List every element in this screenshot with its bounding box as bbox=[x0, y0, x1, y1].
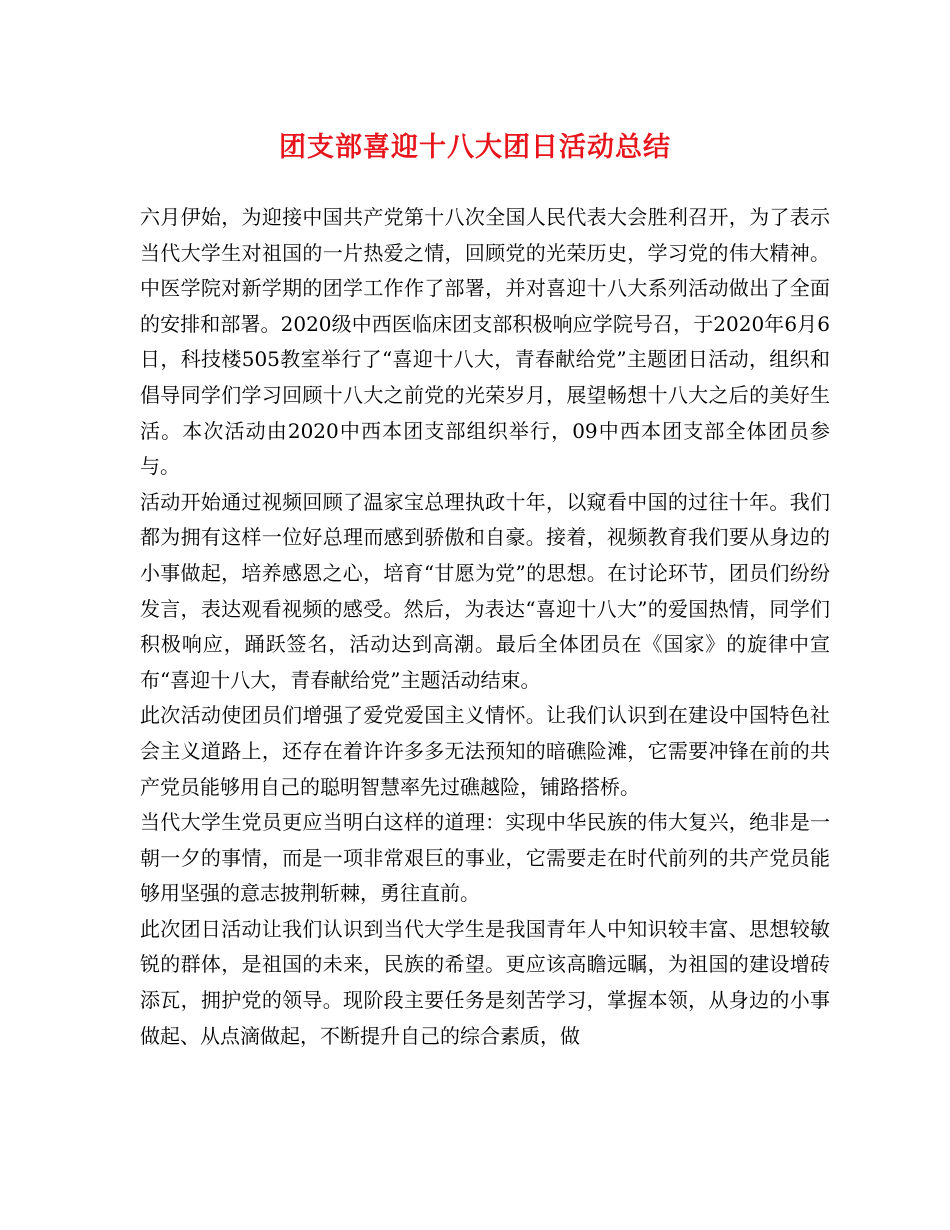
paragraph-1: 六月伊始，为迎接中国共产党第十八次全国人民代表大会胜利召开，为了表示当代大学生对祖国的一片热爱之情，回顾党的光荣历史，学习党的伟大精神。中医学院对新学期的团学工作作了部署，并对喜迎十八大系列活动做出了全面的安排和部署。2020级中西医临床团支部积极响应学院号召，于2020年6月6日，科技楼505教室举行了“喜迎十八大，青春献给党”主题团日活动，组织和倡导同学们学习回顾十八大之前党的光荣岁月，展望畅想十八大之后的美好生活。本次活动由2020中西本团支部组织举行，09中西本团支部全体团员参与。 bbox=[140, 205, 830, 479]
document-title: 团支部喜迎十八大团日活动总结 bbox=[279, 132, 671, 163]
paragraph-2: 活动开始通过视频回顾了温家宝总理执政十年，以窥看中国的过往十年。我们都为拥有这样一位好总理而感到骄傲和自豪。接着，视频教育我们要从身边的小事做起，培养感恩之心，培育“甘愿为党”的思想。在讨论环节，团员们纷纷发言，表达观看视频的感受。然后，为表达“喜迎十八大”的爱国热情，同学们积极响应，踊跃签名，活动达到高潮。最后全体团员在《国家》的旋律中宣布“喜迎十八大，青春献给党”主题活动结束。 bbox=[140, 489, 830, 692]
paragraph-3: 此次活动使团员们增强了爱党爱国主义情怀。让我们认识到在建设中国特色社会主义道路上，还存在着许许多多无法预知的暗礁险滩，它需要冲锋在前的共产党员能够用自己的聪明智慧率先过礁越险，铺路搭桥。 bbox=[140, 703, 830, 799]
paragraph-5: 此次团日活动让我们认识到当代大学生是我国青年人中知识较丰富、思想较敏锐的群体，是祖国的未来，民族的希望。更应该高瞻远瞩，为祖国的建设增砖添瓦，拥护党的领导。现阶段主要任务是刻苦学习，掌握本领，从身边的小事做起、从点滴做起，不断提升自己的综合素质，做 bbox=[140, 916, 830, 1048]
document-body bbox=[140, 200, 830, 1054]
paragraph-4: 当代大学生党员更应当明白这样的道理：实现中华民族的伟大复兴，绝非是一朝一夕的事情，而是一项非常艰巨的事业，它需要走在时代前列的共产党员能够用坚强的意志披荆斩棘，勇往直前。 bbox=[140, 810, 830, 906]
